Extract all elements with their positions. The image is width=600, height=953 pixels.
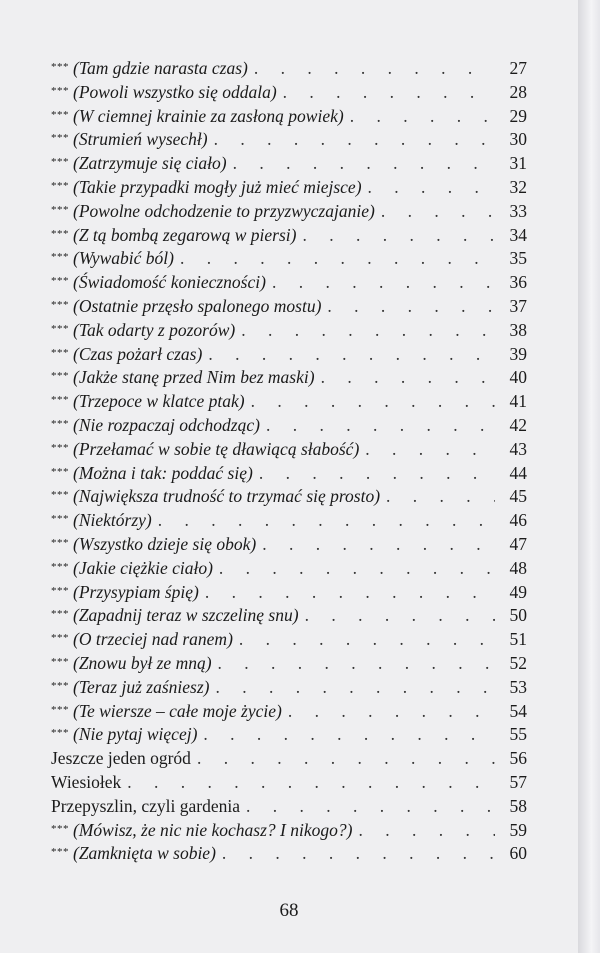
toc-entry — [51, 343, 527, 367]
toc-entry-title: (W ciemnej krainie za zasłoną powiek) — [73, 105, 344, 126]
asterisks-marker: *** — [51, 132, 69, 145]
dot-leader — [246, 795, 495, 819]
dot-leader — [302, 224, 495, 248]
dot-leader — [127, 771, 495, 795]
toc-entry-title: (Powoli wszystko się oddala) — [73, 81, 277, 102]
toc-entry-title: (Zapadnij teraz w szczelinę snu) — [73, 605, 299, 626]
dot-leader — [365, 438, 495, 462]
toc-entry — [51, 700, 527, 724]
toc-entry-page: 30 — [509, 129, 527, 150]
toc-entry-title: (Znowu był ze mną) — [73, 652, 212, 673]
toc-entry-title: (Czas pożarł czas) — [73, 343, 203, 364]
asterisks-marker: *** — [51, 846, 69, 859]
toc-entry-page: 32 — [509, 176, 527, 197]
asterisks-marker: *** — [51, 632, 69, 645]
asterisks-marker: *** — [51, 61, 69, 73]
dot-leader — [321, 366, 495, 390]
toc-entry — [51, 438, 527, 462]
toc-entry-page: 44 — [509, 462, 527, 483]
dot-leader — [262, 533, 495, 557]
toc-entry — [51, 57, 527, 81]
toc-entry-page: 35 — [509, 248, 527, 269]
toc-entry — [51, 747, 527, 771]
dot-leader — [222, 842, 495, 866]
toc-entry-title: (Takie przypadki mogły już mieć miejsce) — [73, 176, 362, 197]
toc-entry-title: (Wywabić ból) — [73, 248, 174, 269]
asterisks-marker: *** — [51, 655, 69, 668]
toc-entry — [51, 795, 527, 819]
asterisks-marker: *** — [51, 156, 69, 169]
dot-leader — [288, 700, 495, 724]
toc-entry-title: (Ostatnie przęsło spalonego mostu) — [73, 295, 322, 316]
asterisks-marker: *** — [51, 227, 69, 240]
toc-entry-page: 60 — [509, 843, 527, 864]
toc-entry-page: 51 — [509, 629, 527, 650]
toc-entry — [51, 628, 527, 652]
asterisks-marker: *** — [51, 108, 69, 121]
asterisks-marker: *** — [51, 703, 69, 716]
toc-entry-title: (Przełamać w sobie tę dławiącą słabość) — [73, 438, 360, 459]
toc-entry-page: 53 — [509, 676, 527, 697]
toc-entry-page: 46 — [509, 510, 527, 531]
asterisks-marker: *** — [51, 513, 69, 526]
toc-entry-page: 47 — [509, 533, 527, 554]
toc-entry-title: (Zatrzymuje się ciało) — [73, 153, 227, 174]
dot-leader — [239, 628, 495, 652]
toc-entry-page: 57 — [509, 771, 527, 792]
toc-entry-page: 41 — [509, 391, 527, 412]
toc-entry-title: Przepyszlin, czyli gardenia — [51, 795, 241, 816]
asterisks-marker: *** — [51, 275, 69, 288]
asterisks-marker: *** — [51, 346, 69, 359]
toc-entry-page: 33 — [509, 200, 527, 221]
toc-entry — [51, 128, 527, 152]
toc-entry-page: 37 — [509, 295, 527, 316]
toc-entry-page: 38 — [509, 319, 527, 340]
dot-leader — [386, 485, 495, 509]
table-of-contents — [51, 57, 527, 866]
dot-leader — [205, 581, 495, 605]
asterisks-marker: *** — [51, 84, 69, 97]
asterisks-marker: *** — [51, 370, 69, 383]
toc-entry-title: (Tam gdzie narasta czas) — [73, 58, 248, 78]
dot-leader — [350, 105, 495, 129]
asterisks-marker: *** — [51, 679, 69, 692]
toc-entry-title: (Nie rozpaczaj odchodząc) — [73, 414, 260, 435]
toc-entry-page: 43 — [509, 438, 527, 459]
toc-entry-title: (Jakże stanę przed Nim bez maski) — [73, 367, 315, 388]
asterisks-marker: *** — [51, 441, 69, 454]
toc-entry-title: (Jakie ciężkie ciało) — [73, 557, 213, 578]
asterisks-marker: *** — [51, 251, 69, 264]
dot-leader — [233, 152, 495, 176]
dot-leader — [305, 604, 495, 628]
toc-entry-page: 39 — [509, 343, 527, 364]
dot-leader — [254, 57, 495, 81]
toc-entry — [51, 771, 527, 795]
toc-entry-title: (O trzeciej nad ranem) — [73, 629, 233, 650]
asterisks-marker: *** — [51, 727, 69, 740]
toc-entry — [51, 581, 527, 605]
toc-entry-title: Jeszcze jeden ogród — [51, 748, 191, 769]
asterisks-marker: *** — [51, 489, 69, 502]
book-spine-edge — [578, 0, 600, 953]
toc-entry-page: 31 — [509, 153, 527, 174]
toc-entry-title: (Wszystko dzieje się obok) — [73, 533, 257, 554]
toc-entry-title: (Te wiersze – całe moje życie) — [73, 700, 282, 721]
toc-entry-title: (Nie pytaj więcej) — [73, 724, 198, 745]
toc-entry-page: 34 — [509, 224, 527, 245]
toc-entry — [51, 366, 527, 390]
toc-entry — [51, 176, 527, 200]
toc-entry — [51, 81, 527, 105]
toc-entry — [51, 485, 527, 509]
dot-leader — [368, 176, 495, 200]
dot-leader — [158, 509, 495, 533]
toc-entry — [51, 295, 527, 319]
toc-entry — [51, 842, 527, 866]
toc-entry-page: 52 — [509, 652, 527, 673]
toc-entry — [51, 723, 527, 747]
dot-leader — [180, 247, 495, 271]
toc-entry-title: (Można i tak: poddać się) — [73, 462, 253, 483]
toc-entry — [51, 652, 527, 676]
toc-entry — [51, 414, 527, 438]
asterisks-marker: *** — [51, 203, 69, 216]
toc-entry-title: (Powolne odchodzenie to przyzwyczajanie) — [73, 200, 375, 221]
toc-entry — [51, 604, 527, 628]
dot-leader — [203, 723, 495, 747]
asterisks-marker: *** — [51, 608, 69, 621]
toc-entry-page: 29 — [509, 105, 527, 126]
dot-leader — [208, 343, 495, 367]
toc-entry-page: 56 — [509, 748, 527, 769]
dot-leader — [259, 462, 495, 486]
toc-entry-title: Wiesiołek — [51, 771, 122, 792]
toc-entry-page: 50 — [509, 605, 527, 626]
asterisks-marker: *** — [51, 465, 69, 478]
toc-entry-title: (Z tą bombą zegarową w piersi) — [73, 224, 297, 245]
dot-leader — [251, 390, 495, 414]
dot-leader — [327, 295, 495, 319]
toc-entry-page: 40 — [509, 367, 527, 388]
dot-leader — [215, 676, 495, 700]
toc-entry — [51, 533, 527, 557]
toc-entry — [51, 271, 527, 295]
toc-entry — [51, 462, 527, 486]
dot-leader — [197, 747, 495, 771]
toc-entry-title: (Przysypiam śpię) — [73, 581, 199, 602]
toc-entry — [51, 557, 527, 581]
toc-entry-page: 27 — [509, 58, 527, 78]
toc-entry-title: (Niektórzy) — [73, 510, 152, 531]
toc-entry-title: (Świadomość konieczności) — [73, 272, 266, 293]
dot-leader — [283, 81, 495, 105]
dot-leader — [272, 271, 495, 295]
toc-entry-page: 36 — [509, 272, 527, 293]
dot-leader — [214, 128, 495, 152]
dot-leader — [241, 319, 495, 343]
toc-entry — [51, 152, 527, 176]
toc-entry-page: 28 — [509, 81, 527, 102]
asterisks-marker: *** — [51, 822, 69, 835]
toc-entry-page: 55 — [509, 724, 527, 745]
toc-entry-title: (Mówisz, że nic nie kochasz? I nikogo?) — [73, 819, 353, 840]
toc-entry — [51, 319, 527, 343]
toc-entry-title: (Strumień wysechł) — [73, 129, 208, 150]
toc-entry-page: 49 — [509, 581, 527, 602]
asterisks-marker: *** — [51, 179, 69, 192]
toc-entry-page: 45 — [509, 486, 527, 507]
toc-entry-page: 42 — [509, 414, 527, 435]
toc-entry-title: (Tak odarty z pozorów) — [73, 319, 236, 340]
toc-entry-page: 54 — [509, 700, 527, 721]
toc-entry-title: (Największa trudność to trzymać się prosto) — [73, 486, 381, 507]
toc-entry — [51, 200, 527, 224]
toc-entry — [51, 819, 527, 843]
asterisks-marker: *** — [51, 298, 69, 311]
toc-entry — [51, 247, 527, 271]
dot-leader — [218, 652, 495, 676]
dot-leader — [219, 557, 495, 581]
dot-leader — [381, 200, 495, 224]
toc-entry-page: 48 — [509, 557, 527, 578]
asterisks-marker: *** — [51, 394, 69, 407]
toc-entry — [51, 676, 527, 700]
toc-entry — [51, 509, 527, 533]
toc-entry-title: (Trzepoce w klatce ptak) — [73, 391, 245, 412]
toc-entry-title: (Zamknięta w sobie) — [73, 843, 216, 864]
toc-entry-page: 58 — [509, 795, 527, 816]
asterisks-marker: *** — [51, 536, 69, 549]
toc-entry — [51, 224, 527, 248]
toc-entry-title: (Teraz już zaśniesz) — [73, 676, 210, 697]
toc-entry-page: 59 — [509, 819, 527, 840]
page-number: 68 — [279, 900, 299, 921]
toc-entry — [51, 105, 527, 129]
asterisks-marker: *** — [51, 322, 69, 335]
asterisks-marker: *** — [51, 560, 69, 573]
dot-leader — [266, 414, 495, 438]
toc-entry — [51, 390, 527, 414]
asterisks-marker: *** — [51, 417, 69, 430]
asterisks-marker: *** — [51, 584, 69, 597]
dot-leader — [358, 819, 495, 843]
